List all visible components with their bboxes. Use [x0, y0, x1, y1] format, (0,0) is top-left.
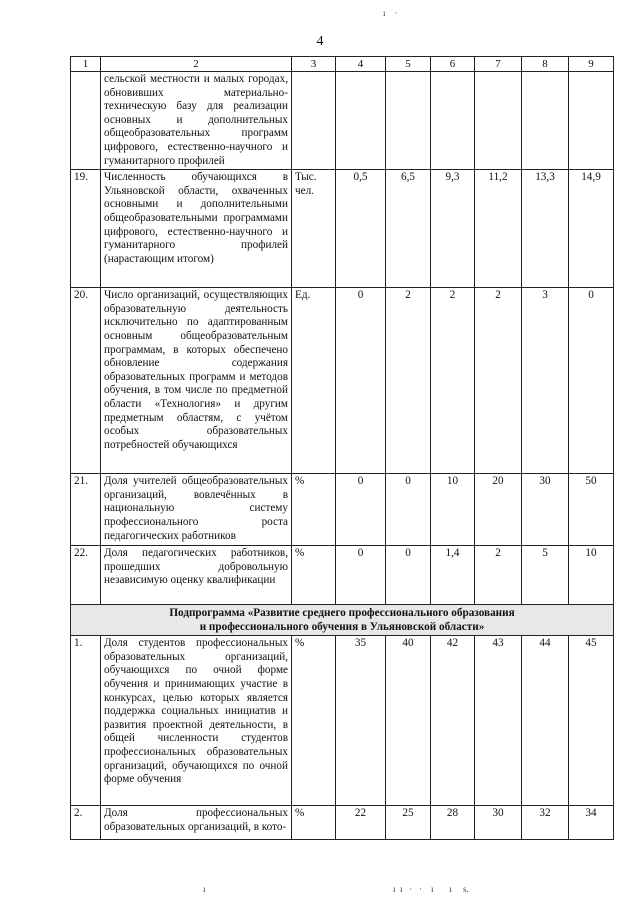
value-cell: 22: [336, 806, 386, 840]
unit-cell: Ед.: [292, 288, 336, 474]
subprogram-heading: [71, 605, 614, 636]
value-cell: 2: [475, 546, 522, 605]
value-cell: 11,2: [475, 170, 522, 288]
value-cell: 42: [431, 636, 475, 806]
header-cell: 3: [292, 57, 336, 72]
value-cell: 40: [386, 636, 431, 806]
value-cell: 0: [336, 546, 386, 605]
header-cell: 4: [336, 57, 386, 72]
indicator-table: [70, 56, 614, 840]
value-cell: 28: [431, 806, 475, 840]
value-cell: 44: [522, 636, 569, 806]
table-row: [71, 288, 614, 474]
value-cell: 34: [569, 806, 614, 840]
value-cell: 10: [569, 546, 614, 605]
unit-cell: %: [292, 474, 336, 546]
subprogram-row: [71, 605, 614, 636]
value-cell: 0: [569, 288, 614, 474]
value-cell: [431, 72, 475, 170]
value-cell: 3: [522, 288, 569, 474]
value-cell: [522, 72, 569, 170]
value-cell: 2: [475, 288, 522, 474]
header-cell: 5: [386, 57, 431, 72]
value-cell: [475, 72, 522, 170]
value-cell: 10: [431, 474, 475, 546]
row-number: 22.: [71, 546, 101, 605]
value-cell: 45: [569, 636, 614, 806]
value-cell: 14,9: [569, 170, 614, 288]
row-number: [71, 72, 101, 170]
table-row: [71, 474, 614, 546]
value-cell: 13,3: [522, 170, 569, 288]
value-cell: 0: [336, 288, 386, 474]
value-cell: 20: [475, 474, 522, 546]
subprogram-title-line: и профессионального обучения в Ульяновской области»: [199, 621, 485, 634]
row-number: 1.: [71, 636, 101, 806]
value-cell: 50: [569, 474, 614, 546]
unit-cell: %: [292, 636, 336, 806]
indicator-description: Число организаций, осуществляющих образовательную деятельность исключительно по адаптированным основным общеобразовательным программам, в которых обеспечено обновление содержания образовательных программ и методов обучения, в том числе по предметной области «Технология» и другим предметным областям, с учётом особых образовательных потребностей обучающихся: [101, 288, 292, 474]
scan-mark-bottom-right: ı ı · · ı ı s.: [393, 884, 469, 894]
table-row: [71, 806, 614, 840]
header-cell: 6: [431, 57, 475, 72]
value-cell: 5: [522, 546, 569, 605]
value-cell: 0,5: [336, 170, 386, 288]
row-number: 21.: [71, 474, 101, 546]
row-number: 20.: [71, 288, 101, 474]
indicator-description: Доля педагогических работников, прошедших добровольную независимую оценку квалификации: [101, 546, 292, 605]
header-cell: 9: [569, 57, 614, 72]
unit-cell: %: [292, 546, 336, 605]
value-cell: 30: [475, 806, 522, 840]
value-cell: 35: [336, 636, 386, 806]
scan-mark-bottom: ı: [203, 884, 206, 894]
value-cell: 0: [386, 546, 431, 605]
header-cell: 8: [522, 57, 569, 72]
indicator-description: Доля студентов профессиональных образовательных организаций, обучающихся по очной форме обучения и принимающих участие в конкурсах, целью которых является поддержка социальных инициатив и развития проектной деятельности, в общей численности студентов профессиональных образовательных организаций, обучающихся по очной форме обучения: [101, 636, 292, 806]
row-number: 19.: [71, 170, 101, 288]
value-cell: 0: [336, 474, 386, 546]
table-row: [71, 170, 614, 288]
value-cell: 6,5: [386, 170, 431, 288]
unit-cell: Тыс. чел.: [292, 170, 336, 288]
scan-mark-top: ı ·: [383, 8, 398, 18]
value-cell: [386, 72, 431, 170]
value-cell: 30: [522, 474, 569, 546]
indicator-description: Численность обучающихся в Ульяновской области, охваченных основными и дополнительными общеобразовательными программами цифрового, естественно-научного и гуманитарного профилей (нарастающим итогом): [101, 170, 292, 288]
header-row: [71, 57, 614, 72]
subprogram-title-line: Подпрограмма «Развитие среднего профессионального образования: [169, 607, 515, 620]
table-row: [71, 636, 614, 806]
header-cell: 2: [101, 57, 292, 72]
table-row: [71, 72, 614, 170]
page-number: 4: [316, 34, 324, 49]
value-cell: 1,4: [431, 546, 475, 605]
value-cell: 9,3: [431, 170, 475, 288]
value-cell: 25: [386, 806, 431, 840]
value-cell: 0: [386, 474, 431, 546]
row-number: 2.: [71, 806, 101, 840]
unit-cell: %: [292, 806, 336, 840]
value-cell: [569, 72, 614, 170]
value-cell: 2: [386, 288, 431, 474]
unit-cell: [292, 72, 336, 170]
header-cell: 7: [475, 57, 522, 72]
indicator-description: Доля учителей общеобразовательных организаций, вовлечённых в национальную систему профессионального роста педагогических работников: [101, 474, 292, 546]
header-cell: 1: [71, 57, 101, 72]
table-row: [71, 546, 614, 605]
indicator-description: Доля профессиональных образовательных организаций, в кото-: [101, 806, 292, 840]
indicator-description: сельской местности и малых городах, обновивших материально-техническую базу для реализации основных и дополнительных общеобразовательных программ цифрового, естественно-научного и гуманитарного профилей: [101, 72, 292, 170]
value-cell: 43: [475, 636, 522, 806]
value-cell: 2: [431, 288, 475, 474]
value-cell: [336, 72, 386, 170]
value-cell: 32: [522, 806, 569, 840]
